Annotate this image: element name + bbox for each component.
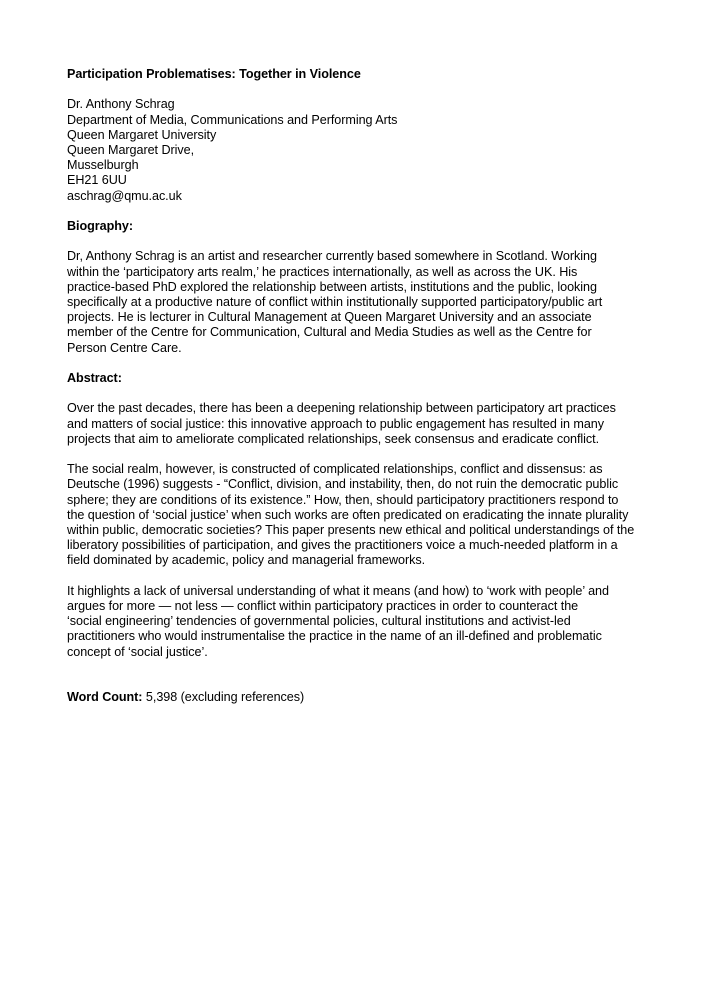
author-email: aschrag@qmu.ac.uk <box>67 188 182 203</box>
author-street: Queen Margaret Drive, <box>67 143 195 157</box>
author-department: Department of Media, Communications and Performing Arts <box>67 112 398 127</box>
word-count-value: 5,398 (excluding references) <box>142 690 305 705</box>
biography-line: practice-based PhD explored the relationship between artists, institutions and the public, looking <box>67 279 597 294</box>
spacer <box>67 386 687 401</box>
document-title: Participation Problematises: Together in Violence <box>67 67 361 81</box>
spacer <box>67 447 687 462</box>
spacer <box>67 356 687 371</box>
spacer <box>67 675 687 690</box>
abstract-line: Deutsche (1996) suggests - “Conflict, division, and instability, then, do not ruin the democratic public <box>67 477 619 492</box>
abstract-paragraph-2 <box>67 462 687 568</box>
biography-heading: Biography: <box>67 219 133 233</box>
abstract-paragraph-1 <box>67 401 687 447</box>
biography-line: projects. He is lecturer in Cultural Management at Queen Margaret University and an associate <box>67 310 592 325</box>
abstract-line: and matters of social justice: this innovative approach to public engagement has resulted in many <box>67 416 604 431</box>
spacer <box>67 82 687 97</box>
abstract-line: concept of ‘social justice’. <box>67 644 208 659</box>
author-name: Dr. Anthony Schrag <box>67 97 175 112</box>
author-institution: Queen Margaret University <box>67 127 217 142</box>
author-postcode: EH21 6UU <box>67 173 127 188</box>
abstract-line: argues for more — not less — conflict within participatory practices in order to counteract the <box>67 599 579 613</box>
abstract-line: the question of ‘social justice’ when such works are often predicated on eradicating the innate plurality <box>67 507 629 522</box>
abstract-line: within public, democratic societies? This paper presents new ethical and political understandings of the <box>67 523 635 537</box>
biography-line: Dr, Anthony Schrag is an artist and researcher currently based somewhere in Scotland. Working <box>67 249 597 264</box>
biography-line: Person Centre Care. <box>67 340 182 355</box>
biography-line: specifically at a productive nature of conflict within institutionally supported participatory/public art <box>67 295 603 309</box>
spacer <box>67 234 687 249</box>
abstract-line: liberatory possibilities of participation, and gives the practitioners voice a much-needed platform in a <box>67 538 618 553</box>
spacer <box>67 660 687 675</box>
spacer <box>67 204 687 219</box>
abstract-line: It highlights a lack of universal understanding of what it means (and how) to ‘work with people’ and <box>67 583 609 598</box>
abstract-line: field dominated by academic, policy and managerial frameworks. <box>67 553 426 568</box>
document-page <box>67 67 687 705</box>
spacer <box>67 569 687 584</box>
word-count <box>67 690 687 705</box>
word-count-label: Word Count: <box>67 690 143 705</box>
biography-line: member of the Centre for Communication, Cultural and Media Studies as well as the Centre for <box>67 325 592 340</box>
abstract-line: Over the past decades, there has been a deepening relationship between participatory art practices <box>67 401 616 416</box>
biography-line: within the ‘participatory arts realm,’ he practices internationally, as well as across the UK. His <box>67 264 578 279</box>
abstract-paragraph-3 <box>67 584 687 660</box>
abstract-line: The social realm, however, is constructed of complicated relationships, conflict and dissensus: as <box>67 462 603 477</box>
biography-paragraph <box>67 249 687 355</box>
abstract-line: projects that aim to ameliorate complicated relationships, seek consensus and eradicate conflict. <box>67 431 600 446</box>
abstract-heading: Abstract: <box>67 371 122 385</box>
abstract-line: sphere; they are conditions of its existence.” How, then, should participatory practitioners respond to <box>67 492 619 507</box>
abstract-line: ‘social engineering’ tendencies of governmental policies, cultural institutions and activist-led <box>67 614 571 629</box>
author-town: Musselburgh <box>67 158 139 173</box>
abstract-line: practitioners who would instrumentalise the practice in the name of an ill-defined and problematic <box>67 629 602 644</box>
author-block <box>67 97 687 203</box>
